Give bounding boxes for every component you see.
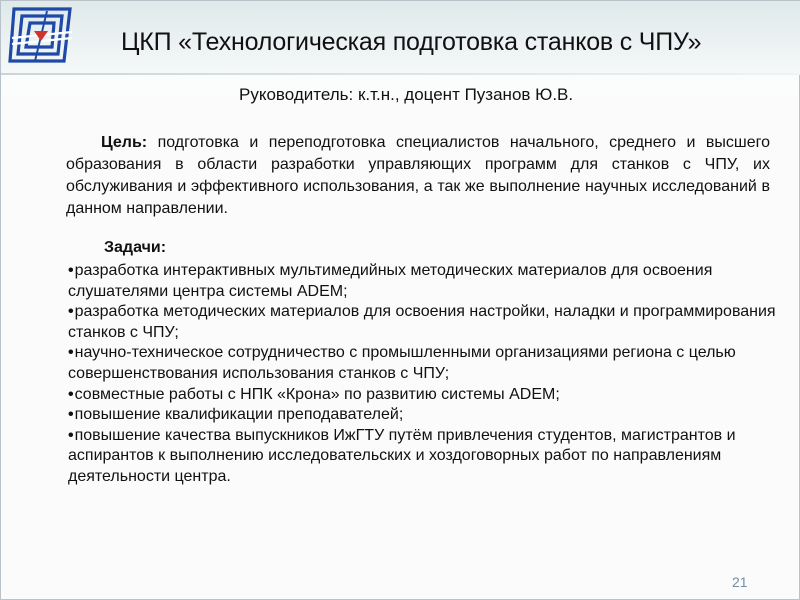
task-text: повышение квалификации преподавателей; (74, 406, 404, 424)
list-item (68, 426, 780, 488)
bullet: • (68, 344, 74, 362)
list-item (68, 302, 780, 343)
goal-label: Цель: (101, 134, 148, 151)
tasks-list (68, 261, 780, 488)
task-text: научно-техническое сотрудничество с промышленными организациями региона с целью совершенствования использования станков с ЧПУ; (68, 344, 736, 382)
list-item (68, 405, 780, 426)
slide-title: ЦКП «Технологическая подготовка станков с ЧПУ» (121, 28, 702, 56)
task-text: разработка интерактивных мультимедийных методических материалов для освоения слушателями центра системы ADEM; (68, 262, 713, 300)
list-item (68, 385, 780, 406)
list-item (68, 343, 780, 384)
header-divider (1, 73, 800, 75)
page-number: 21 (732, 574, 748, 590)
bullet: • (68, 406, 74, 424)
task-text: совместные работы с НПК «Крона» по развитию системы ADEM; (74, 385, 560, 403)
bullet: • (68, 303, 74, 321)
goal-paragraph (66, 132, 770, 220)
university-logo-icon (8, 5, 76, 65)
supervisor-line: Руководитель: к.т.н., доцент Пузанов Ю.В. (239, 85, 574, 104)
tasks-heading: Задачи: (104, 239, 167, 256)
goal-text: подготовка и переподготовка специалистов начального, среднего и высшего образования в области разработки управляющих программ для станков с ЧПУ, их обслуживания и эффективного использования, а так же выполнение научных исследований в данном направлении. (66, 134, 770, 217)
task-text: разработка методических материалов для освоения настройки, наладки и программирования станков с ЧПУ; (68, 303, 776, 341)
task-text: повышение качества выпускников ИжГТУ путём привлечения студентов, магистрантов и аспирантов к выполнению исследовательских и хоздоговорных работ по направлениям деятельности центра. (68, 426, 736, 485)
bullet: • (68, 262, 74, 279)
bullet: • (68, 385, 74, 403)
list-item (68, 261, 780, 302)
bullet: • (68, 426, 74, 444)
